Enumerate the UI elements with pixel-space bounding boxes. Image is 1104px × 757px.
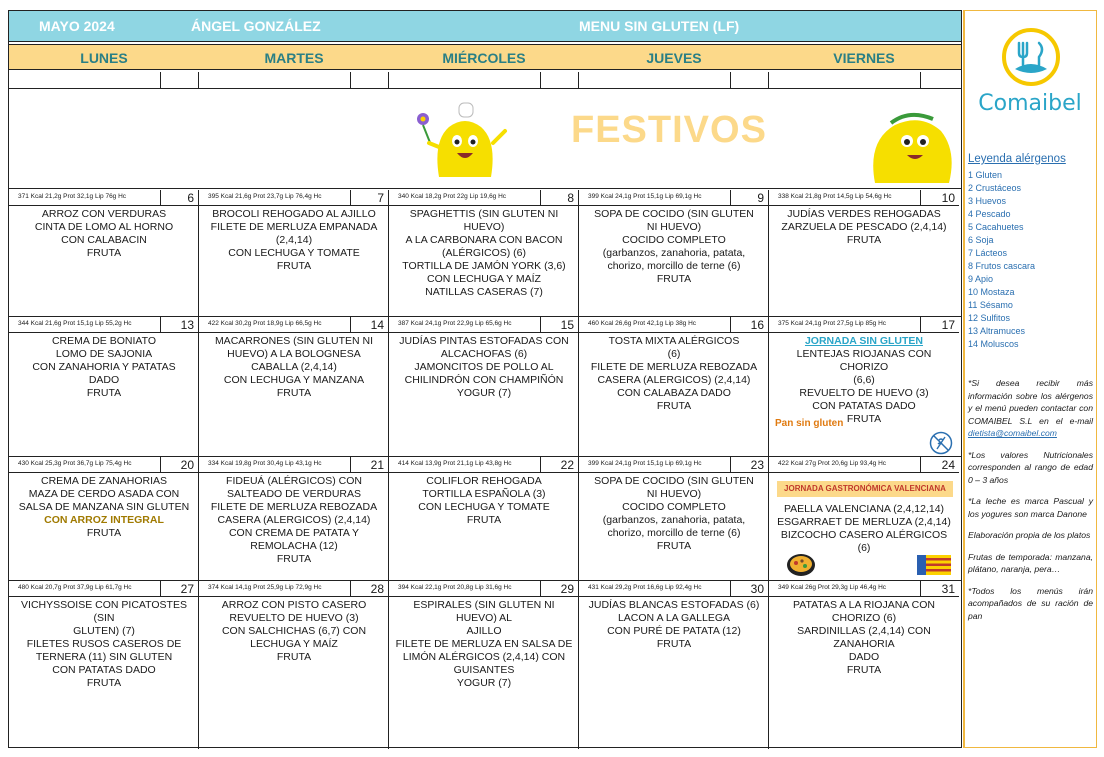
dish-line: REVUELTO DE HUEVO (3)	[799, 387, 929, 399]
dish-line: COLIFLOR REHOGADA	[426, 475, 542, 487]
jornada-banner: JORNADA GASTRONÓMICA VALENCIANA	[777, 481, 953, 497]
dish-line: HUEVO) A LA BOLOGNESA	[227, 348, 361, 360]
date-number: 22	[540, 457, 578, 473]
date-number: 14	[350, 317, 388, 333]
dish-line: CHILINDRÓN CON CHAMPIÑÓN	[404, 374, 564, 386]
special-day-label: JORNADA SIN GLUTEN	[804, 335, 924, 347]
date-number: 9	[730, 190, 768, 206]
dish-line: FRUTA	[656, 540, 692, 552]
dish-line: FRUTA	[846, 234, 882, 246]
nutrition-info: 375 Kcal 24,1g Prot 27,5g Lip 85g Hc	[769, 317, 921, 333]
dish-line: LIMÓN ALÉRGICOS (2,4,14) CON	[402, 651, 566, 663]
bread-note: *Todos los menús irán acompañados de su ración de pan	[968, 585, 1093, 621]
dish-line: VICHYSSOISE CON PICATOSTES (SIN	[21, 599, 187, 624]
day-cell-27	[9, 581, 199, 749]
milk-note: *La leche es marca Pascual y los yogures son marca Danone	[968, 496, 1093, 519]
nutrition-info: 414 Kcal 13,9g Prot 21,1g Lip 43,8g Hc	[389, 457, 541, 473]
dish-line: SALSA DE MANZANA SIN GLUTEN	[18, 501, 190, 513]
legend-item: 10 Mostaza	[968, 287, 1015, 297]
menu-text	[393, 335, 575, 400]
day-cell-31	[769, 581, 959, 749]
legend-title: Leyenda alérgenos	[968, 153, 1066, 165]
menu-text	[203, 475, 385, 566]
day-wednesday: MIÉRCOLES	[442, 50, 526, 66]
nutrition-info: 349 Kcal 26g Prot 29,3g Lip 46,4g Hc	[769, 581, 921, 597]
dish-line: PAELLA VALENCIANA (2,4,12,14)	[783, 503, 945, 515]
dish-line: LENTEJAS RIOJANAS CON CHORIZO	[796, 348, 932, 373]
elaboration-note: Elaboración propia de los platos	[968, 530, 1091, 540]
date-number: 10	[921, 190, 959, 206]
allergen-legend	[968, 169, 1035, 351]
dish-line: FILETE DE MERLUZA REBOZADA	[590, 361, 758, 373]
date-number: 21	[350, 457, 388, 473]
dish-line: JAMONCITOS DE POLLO AL	[414, 361, 554, 373]
menu-text	[203, 335, 385, 400]
nutrition-info: 480 Kcal 20,7g Prot 37,9g Lip 61,7g Hc	[9, 581, 161, 597]
week-5	[9, 581, 961, 749]
dish-line: FRUTA	[276, 553, 312, 565]
date-number: 15	[540, 317, 578, 333]
day-cell-10	[769, 190, 959, 316]
dish-line: LOMO DE SAJONIA	[55, 348, 153, 360]
date-number: 13	[160, 317, 198, 333]
title-bar	[9, 11, 961, 42]
dish-line: CON ZANAHORIA Y PATATAS	[32, 361, 176, 373]
menu-text	[773, 503, 955, 555]
dish-line: FILETES RUSOS CASEROS DE	[26, 638, 182, 650]
dish-line: YOGUR (7)	[456, 677, 512, 689]
date-number: 24	[921, 457, 959, 473]
date-number: 6	[160, 190, 198, 206]
day-cell-29	[389, 581, 579, 749]
dish-line: SOPA DE COCIDO (SIN GLUTEN	[594, 475, 754, 487]
date-number: 29	[540, 581, 578, 597]
nutrition-note: *Los valores Nutricionales corresponden al rango de edad 0 – 3 años	[968, 449, 1093, 485]
dish-line: ESPIRALES (SIN GLUTEN NI HUEVO) AL	[413, 599, 555, 624]
dish-line: CASERA (ALERGICOS) (2,4,14)	[217, 514, 371, 526]
menu-text	[13, 475, 195, 540]
legend-item: 8 Frutos cascara	[968, 261, 1036, 271]
dish-line: SOPA DE COCIDO (SIN GLUTEN	[594, 208, 754, 220]
dish-line: YOGUR (7)	[456, 387, 512, 399]
legend-item: 11 Sésamo	[968, 300, 1013, 310]
dish-line: FRUTA	[656, 638, 692, 650]
day-cell-15	[389, 317, 579, 456]
dish-line: (garbanzos, zanahoria, patata,	[602, 514, 746, 526]
day-cell-28	[199, 581, 389, 749]
dish-line: FRUTA	[846, 664, 882, 676]
gluten-free-icon	[929, 431, 953, 455]
menu-text	[13, 599, 195, 690]
day-cell-23	[579, 457, 769, 580]
nutrition-info: 338 Kcal 21,8g Prot 14,5g Lip 54,6g Hc	[769, 190, 921, 206]
date-number: 7	[350, 190, 388, 206]
dish-line: GLUTEN) (7)	[73, 625, 135, 637]
dish-line: FILETE DE MERLUZA REBOZADA	[210, 501, 378, 513]
paella-icon	[785, 549, 817, 579]
dish-line: BROCOLI REHOGADO AL AJILLO	[212, 208, 376, 220]
legend-item: 6 Soja	[968, 235, 994, 245]
info-note	[968, 377, 1093, 440]
dish-line: FRUTA	[656, 400, 692, 412]
dish-line: (2,4,14)	[275, 234, 313, 246]
nutrition-info: 344 Kcal 21,6g Prot 15,1g Lip 55,2g Hc	[9, 317, 161, 333]
valencia-flag-icon	[917, 555, 951, 575]
month-label: MAYO 2024	[39, 18, 115, 34]
day-monday: LUNES	[80, 50, 128, 66]
dish-line: FRUTA	[86, 247, 122, 259]
nutrition-info: 395 Kcal 21,6g Prot 23,7g Lip 76,4g Hc	[199, 190, 351, 206]
dish-line: LECHUGA Y MAÍZ	[250, 638, 338, 650]
dish-line: DADO	[88, 374, 120, 386]
legend-item: 7 Lácteos	[968, 248, 1008, 258]
menu-text	[13, 335, 195, 400]
legend-item: 1 Gluten	[968, 170, 1003, 180]
dish-line: SPAGHETTIS (SIN GLUTEN NI HUEVO)	[409, 208, 559, 233]
legend-item: 4 Pescado	[968, 209, 1011, 219]
day-cell-6	[9, 190, 199, 316]
day-cell-14	[199, 317, 389, 456]
dish-line: ZARZUELA DE PESCADO (2,4,14)	[781, 221, 947, 233]
dish-line: (6)	[667, 348, 681, 360]
pan-sin-gluten-label: Pan sin gluten	[775, 418, 844, 429]
day-cell-20	[9, 457, 199, 580]
dish-line: CINTA DE LOMO AL HORNO	[34, 221, 174, 233]
dish-line: CON PATATAS DADO	[52, 664, 156, 676]
nutrition-info: 394 Kcal 22,1g Prot 20,8g Lip 31,6g Hc	[389, 581, 541, 597]
dish-line: ARROZ CON VERDURAS	[41, 208, 167, 220]
day-cell-30	[579, 581, 769, 749]
dish-line: JUDÍAS PINTAS ESTOFADAS CON	[399, 335, 569, 347]
legend-item: 14 Moluscos	[968, 339, 1019, 349]
day-cell-17	[769, 317, 959, 456]
legend-item: 3 Huevos	[968, 196, 1007, 206]
nutrition-info: 340 Kcal 18,2g Prot 22g Lip 19,6g Hc	[389, 190, 541, 206]
dish-line: A LA CARBONARA CON BACON	[405, 234, 563, 246]
email-link[interactable]: dietista@comaibel.com	[968, 428, 1057, 438]
dish-line: REVUELTO DE HUEVO (3)	[229, 612, 359, 624]
dish-line: TORTILLA DE JAMÓN YORK (3,6)	[402, 260, 566, 272]
date-number: 27	[160, 581, 198, 597]
person-name: ÁNGEL GONZÁLEZ	[191, 18, 321, 34]
dish-line: ESGARRAET DE MERLUZA (2,4,14)	[777, 516, 951, 528]
nutrition-info: 374 Kcal 14,1g Prot 25,9g Lip 72,9g Hc	[199, 581, 351, 597]
nutrition-info: 422 Kcal 30,2g Prot 18,9g Lip 66,5g Hc	[199, 317, 351, 333]
nutrition-info: 399 Kcal 24,1g Prot 15,1g Lip 69,1g Hc	[579, 190, 731, 206]
dish-line: CON LECHUGA Y MAÍZ	[427, 273, 541, 285]
dish-line: CABALLA (2,4,14)	[251, 361, 337, 373]
comaibel-logo-icon	[1001, 27, 1061, 87]
dish-line: NATILLAS CASERAS (7)	[425, 286, 543, 298]
day-cell-7	[199, 190, 389, 316]
day-cell-13	[9, 317, 199, 456]
day-cell-22	[389, 457, 579, 580]
dish-line: NI HUEVO)	[646, 488, 702, 500]
day-tuesday: MARTES	[264, 50, 324, 66]
menu-text	[13, 208, 195, 260]
dish-line: PATATAS A LA RIOJANA CON	[793, 599, 935, 611]
nutrition-info: 460 Kcal 26,6g Prot 42,1g Lip 38g Hc	[579, 317, 731, 333]
dish-line: FILETE DE MERLUZA EMPANADA	[210, 221, 378, 233]
day-cell-16	[579, 317, 769, 456]
dish-line: FRUTA	[466, 514, 502, 526]
dish-line: JUDÍAS VERDES REHOGADAS	[787, 208, 941, 220]
date-number: 31	[921, 581, 959, 597]
dish-line: (garbanzos, zanahoria, patata,	[602, 247, 746, 259]
week-festivos	[9, 89, 961, 189]
dish-line: FIDEUÁ (ALÉRGICOS) CON	[226, 475, 362, 487]
dish-line: CON LECHUGA Y TOMATE	[228, 247, 360, 259]
dish-line: DADO	[848, 651, 880, 663]
dish-line: ARROZ CON PISTO CASERO	[221, 599, 367, 611]
dish-line: GUISANTES	[453, 664, 515, 676]
dish-line: FRUTA	[846, 413, 882, 425]
dish-line: CON CALABAZA DADO	[617, 387, 731, 399]
date-number: 20	[160, 457, 198, 473]
day-thursday: JUEVES	[646, 50, 702, 66]
sidebar-notes	[968, 377, 1093, 631]
dish-line: NI HUEVO)	[646, 221, 702, 233]
dish-line: chorizo, morcillo de terne (6)	[607, 260, 741, 272]
dish-line: CON PURÉ DE PATATA (12)	[607, 625, 741, 637]
dish-line: CREMA DE ZANAHORIAS	[40, 475, 168, 487]
dish-line: TORTILLA ESPAÑOLA (3)	[422, 488, 546, 500]
legend-item: 9 Apio	[968, 274, 994, 284]
menu-sheet	[8, 10, 962, 748]
dish-line: FRUTA	[276, 651, 312, 663]
dish-line: ALCACHOFAS (6)	[440, 348, 528, 360]
dish-line: CASERA (ALERGICOS) (2,4,14)	[597, 374, 751, 386]
dish-line: COCIDO COMPLETO	[622, 501, 726, 513]
dish-line: FILETE DE MERLUZA EN SALSA DE	[395, 638, 573, 650]
day-cell-9	[579, 190, 769, 316]
date-number: 8	[540, 190, 578, 206]
dish-line: SARDINILLAS (2,4,14) CON ZANAHORIA	[797, 625, 931, 650]
dish-line: FRUTA	[276, 387, 312, 399]
menu-text	[773, 335, 955, 426]
dish-line: FRUTA	[86, 387, 122, 399]
legend-item: 13 Altramuces	[968, 326, 1026, 336]
date-number: 23	[730, 457, 768, 473]
date-number: 17	[921, 317, 959, 333]
dish-line: MACARRONES (SIN GLUTEN NI	[214, 335, 374, 347]
menu-text	[773, 208, 955, 247]
menu-text	[583, 335, 765, 413]
menu-text	[583, 475, 765, 553]
dish-line: LACON A LA GALLEGA	[617, 612, 731, 624]
info-note-text: *Si desea recibir más información sobre los alérgenos y el menú pueden contactar con COMAIBEL S.L en el e-mail	[968, 378, 1093, 426]
dish-line: TERNERA (11) SIN GLUTEN	[35, 651, 173, 663]
legend-item: 12 Sulfitos	[968, 313, 1011, 323]
legend-item: 5 Cacahuetes	[968, 222, 1024, 232]
menu-text	[393, 475, 575, 527]
festivos-label: FESTIVOS	[571, 109, 767, 151]
legend-item: 2 Crustáceos	[968, 183, 1022, 193]
dish-line: FRUTA	[86, 677, 122, 689]
dish-line: COCIDO COMPLETO	[622, 234, 726, 246]
menu-text	[393, 599, 575, 690]
dish-line: CHORIZO (6)	[831, 612, 897, 624]
date-number: 28	[350, 581, 388, 597]
dish-line: CREMA DE BONIATO	[51, 335, 157, 347]
mascot-flower-icon	[409, 97, 513, 181]
menu-text	[583, 599, 765, 651]
dish-line: TOSTA MIXTA ALÉRGICOS	[608, 335, 740, 347]
dish-line: (6,6)	[853, 374, 875, 386]
dish-line: FRUTA	[656, 273, 692, 285]
week-3	[9, 317, 961, 457]
dish-line: CON CALABACIN	[61, 234, 147, 246]
date-number: 30	[730, 581, 768, 597]
menu-text	[203, 599, 385, 664]
fruit-note: Frutas de temporada: manzana, plátano, naranja, pera…	[968, 551, 1093, 574]
dish-line-highlight: CON ARROZ INTEGRAL	[44, 514, 164, 526]
day-cell-24	[769, 457, 959, 580]
dish-line: SALTEADO DE VERDURAS	[226, 488, 361, 500]
menu-text	[773, 599, 955, 677]
dish-line: REMOLACHA (12)	[250, 540, 338, 552]
dish-line: FRUTA	[86, 527, 122, 539]
day-friday: VIERNES	[833, 50, 895, 66]
nutrition-info: 334 Kcal 19,8g Prot 30,4g Lip 43,1g Hc	[199, 457, 351, 473]
dish-line: JUDÍAS BLANCAS ESTOFADAS (6)	[588, 599, 760, 611]
dish-line: (ALÉRGICOS) (6)	[441, 247, 526, 259]
dish-line: CON LECHUGA Y TOMATE	[418, 501, 550, 513]
blank-row	[9, 72, 961, 89]
brand-name: Comaibel	[978, 91, 1082, 116]
week-2	[9, 190, 961, 317]
menu-text	[583, 208, 765, 286]
menu-text	[203, 208, 385, 273]
dish-line: chorizo, morcillo de terne (6)	[607, 527, 741, 539]
day-cell-8	[389, 190, 579, 316]
days-header	[9, 44, 961, 70]
menu-text	[393, 208, 575, 299]
nutrition-info: 431 Kcal 29,2g Prot 16,6g Lip 92,4g Hc	[579, 581, 731, 597]
dish-line: BIZCOCHO CASERO ALÉRGICOS (6)	[780, 529, 948, 554]
day-cell-21	[199, 457, 389, 580]
nutrition-info: 387 Kcal 24,1g Prot 22,9g Lip 65,6g Hc	[389, 317, 541, 333]
sidebar	[963, 10, 1097, 748]
dish-line: FRUTA	[276, 260, 312, 272]
nutrition-info: 422 Kcal 27g Prot 20,6g Lip 93,4g Hc	[769, 457, 921, 473]
nutrition-info: 371 Kcal 21,2g Prot 32,1g Lip 76g Hc	[9, 190, 161, 206]
mascot-laurel-icon	[861, 101, 957, 185]
nutrition-info: 399 Kcal 24,1g Prot 15,1g Lip 69,1g Hc	[579, 457, 731, 473]
nutrition-info: 430 Kcal 25,3g Prot 36,7g Lip 75,4g Hc	[9, 457, 161, 473]
dish-line: CON CREMA DE PATATA Y	[228, 527, 360, 539]
date-number: 16	[730, 317, 768, 333]
dish-line: CON SALCHICHAS (6,7) CON	[221, 625, 367, 637]
dish-line: CON PATATAS DADO	[812, 400, 916, 412]
week-4	[9, 457, 961, 581]
dish-line: CON LECHUGA Y MANZANA	[223, 374, 365, 386]
menu-title: MENU SIN GLUTEN (LF)	[579, 18, 740, 34]
dish-line: AJILLO	[466, 625, 502, 637]
dish-line: MAZA DE CERDO ASADA CON	[28, 488, 180, 500]
